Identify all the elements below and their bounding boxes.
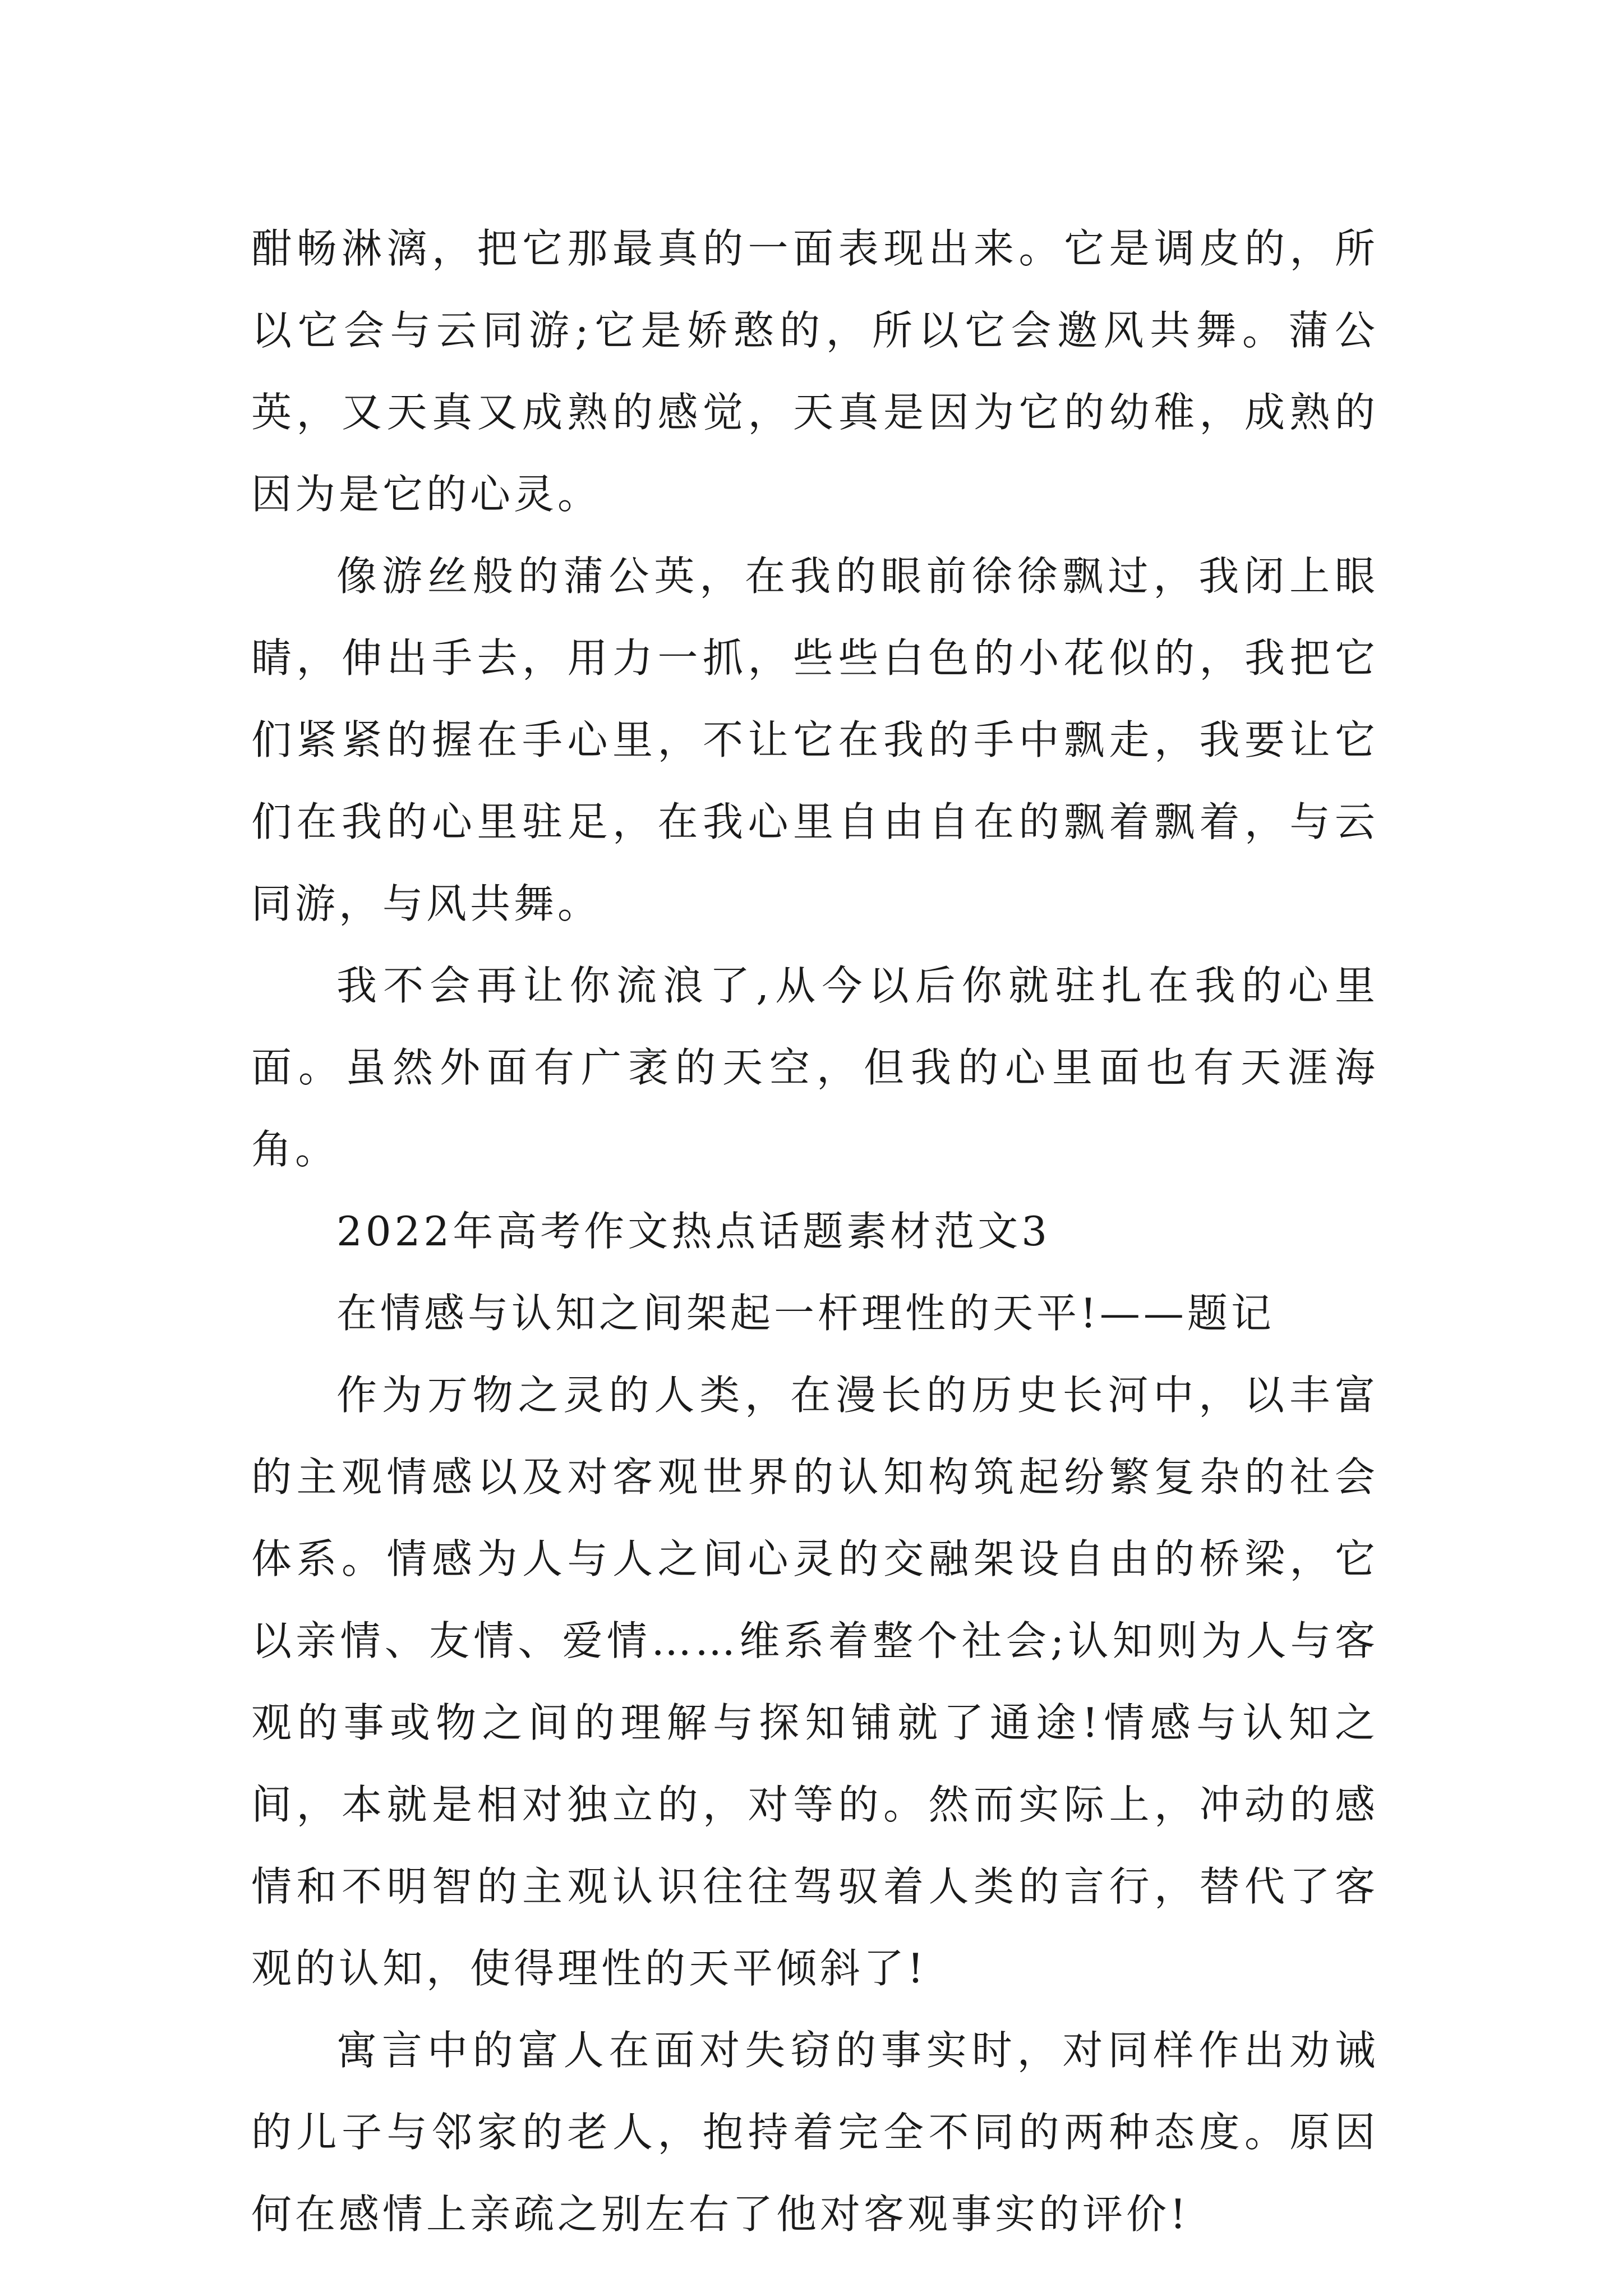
- document-body: [251, 208, 1378, 2255]
- paragraph-dandelion-nature: 酣畅淋漓，把它那最真的一面表现出来。它是调皮的，所以它会与云同游;它是娇憨的，所以它会邀风共舞。蒲公英，又天真又成熟的感觉，天真是因为它的幼稚，成熟的因为是它的心灵。: [251, 225, 1378, 518]
- paragraph-fable-rich-man: 寓言中的富人在面对失窃的事实时，对同样作出劝诫的儿子与邻家的老人，抱持着完全不同的两种态度。原因何在感情上亲疏之别左右了他对客观事实的评价!: [251, 2027, 1378, 2238]
- paragraph-catch-dandelion: 像游丝般的蒲公英，在我的眼前徐徐飘过，我闭上眼睛，伸出手去，用力一抓，些些白色的小花似的，我把它们紧紧的握在手心里，不让它在我的手中飘走，我要让它们在我的心里驻足，在我心里自由自在的飘着飘着，与云同游，与风共舞。: [251, 553, 1378, 927]
- paragraph-no-more-wandering: 我不会再让你流浪了,从今以后你就驻扎在我的心里面。虽然外面有广袤的天空，但我的心里面也有天涯海角。: [251, 962, 1378, 1173]
- paragraph-emotion-cognition: 作为万物之灵的人类，在漫长的历史长河中，以丰富的主观情感以及对客观世界的认知构筑起纷繁复杂的社会体系。情感为人与人之间心灵的交融架设自由的桥梁，它以亲情、友情、爱情……维系着整个社会;认知则为人与客观的事或物之间的理解与探知铺就了通途!情感与认知之间，本就是相对独立的，对等的。然而实际上，冲动的感情和不明智的主观认识往往驾驭着人类的言行，替代了客观的认知，使得理性的天平倾斜了!: [251, 1372, 1378, 1992]
- epigraph: 在情感与认知之间架起一杆理性的天平!——题记: [336, 1290, 1275, 1337]
- essay-heading: 2022年高考作文热点话题素材范文3: [336, 1208, 1051, 1255]
